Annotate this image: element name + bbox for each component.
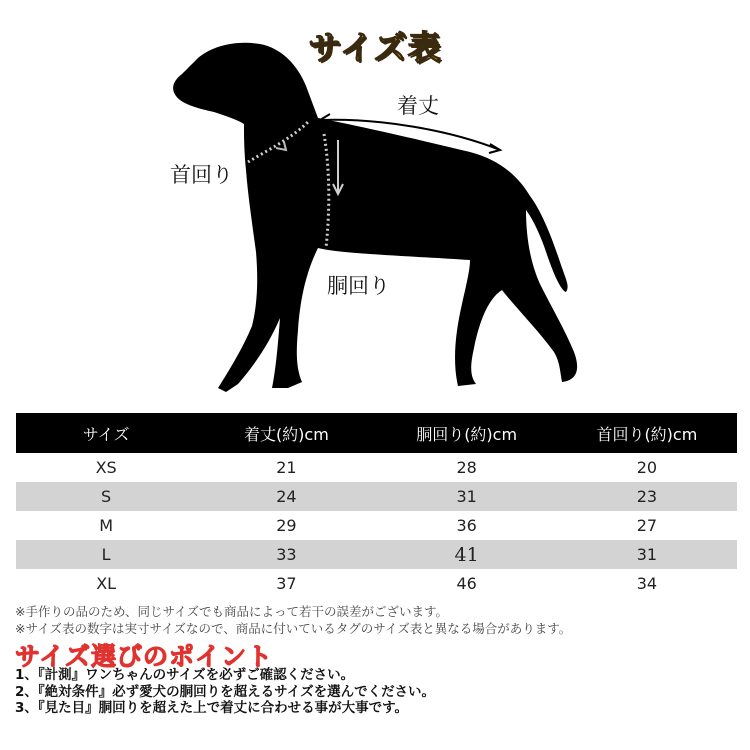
chest-label: 胴回り (327, 274, 390, 298)
cell-length: 33 (196, 540, 376, 569)
cell-size: XL (16, 569, 196, 598)
header-chest: 胴回り(約)cm (377, 413, 557, 453)
cell-neck: 20 (557, 453, 737, 482)
cell-size: L (16, 540, 196, 569)
header-neck: 首回り(約)cm (557, 413, 737, 453)
cell-chest: 31 (377, 482, 557, 511)
size-points-title: サイズ選びのポイント (15, 642, 274, 671)
header-size: サイズ (16, 413, 196, 453)
table-row (16, 482, 737, 511)
cell-neck: 23 (557, 482, 737, 511)
dog-silhouette (173, 43, 577, 392)
cell-chest: 36 (377, 511, 557, 540)
size-table (16, 413, 737, 598)
cell-chest: 46 (377, 569, 557, 598)
point-item: 3、『見た目』胴回りを超えた上で着丈に合わせる事が大事です。 (15, 700, 409, 716)
notes (15, 603, 743, 637)
size-points-list (15, 667, 735, 717)
table-row (16, 511, 737, 540)
cell-neck: 27 (557, 511, 737, 540)
cell-chest: 41 (377, 540, 557, 569)
cell-chest: 28 (377, 453, 557, 482)
cell-length: 24 (196, 482, 376, 511)
note-line: ※サイズ表の数字は実寸サイズなので、商品に付いているタグのサイズ表と異なる場合があります。 (15, 621, 572, 636)
point-item: 1、『計測』ワンちゃんのサイズを必ずご確認ください。 (15, 667, 355, 683)
length-label: 着丈 (397, 94, 439, 118)
cell-length: 37 (196, 569, 376, 598)
cell-size: XS (16, 453, 196, 482)
point-item: 2、『絶対条件』必ず愛犬の胴回りを超えるサイズを選んでください。 (15, 683, 436, 700)
size-table-header (16, 413, 737, 453)
note-line: ※手作りの品のため、同じサイズでも商品によって若干の誤差がございます。 (15, 604, 448, 619)
table-row (16, 540, 737, 569)
cell-neck: 31 (557, 540, 737, 569)
page-title: サイズ表 (308, 28, 442, 67)
cell-length: 21 (196, 453, 376, 482)
cell-neck: 34 (557, 569, 737, 598)
cell-length: 29 (196, 511, 376, 540)
cell-size: S (16, 482, 196, 511)
cell-size: M (16, 511, 196, 540)
neck-label: 首回り (170, 163, 233, 187)
table-row (16, 453, 737, 482)
table-row (16, 569, 737, 598)
header-length: 着丈(約)cm (196, 413, 376, 453)
